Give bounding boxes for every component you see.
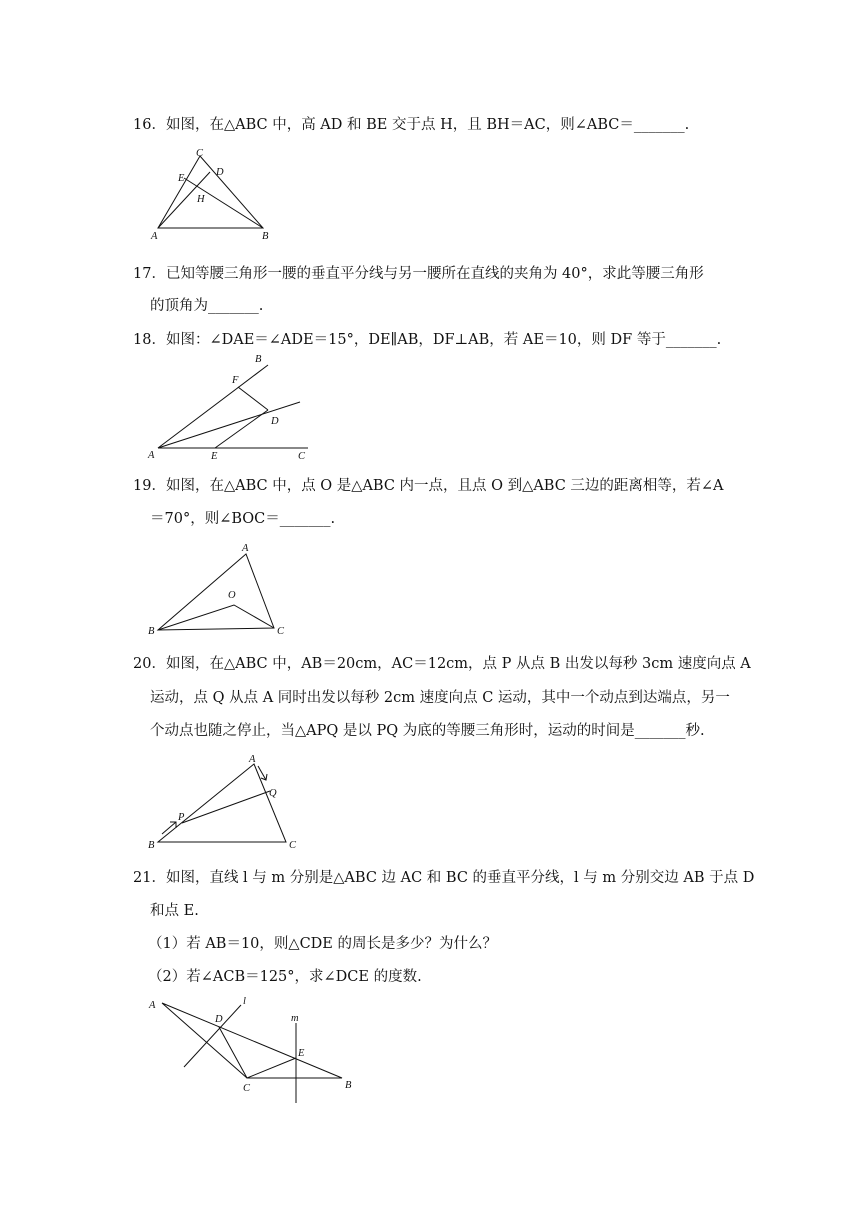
q18-segment-df (238, 387, 268, 410)
q19-figure (146, 540, 296, 640)
q21-segments-dc-ce (219, 1027, 296, 1078)
q21-sub-2: （2）若∠ACB＝125°，求∠DCE 的度数. (148, 969, 422, 985)
q19-triangle-abc (158, 554, 274, 630)
q20-line-1: 20．如图，在△ABC 中，AB＝20cm，AC＝12cm，点 P 从点 B 出发以每秒 3cm 速度向点 A (133, 656, 751, 672)
q16-label-e: E (178, 173, 185, 184)
q19-label-c: C (277, 626, 285, 637)
q16-label-h: H (197, 194, 205, 205)
q20-segment-pq (182, 791, 270, 823)
q18-label-b: B (255, 354, 262, 365)
q19-label-a: A (242, 543, 249, 554)
q18-segment-ed (215, 410, 268, 448)
q19-label-b: B (148, 626, 155, 637)
q20-label-a: A (249, 754, 256, 765)
q18-label-f: F (232, 375, 239, 386)
q21-label-a: A (149, 1000, 156, 1011)
q18-figure (148, 350, 318, 460)
q21-line-1: 21．如图，直线 l 与 m 分别是△ABC 边 AC 和 BC 的垂直平分线，l 与 m 分别交边 AB 于点 D (133, 870, 755, 886)
q20-figure (146, 752, 306, 852)
q19-segments-bo-oc (158, 605, 274, 630)
q20-label-q: Q (269, 788, 277, 799)
q16-label-c: C (196, 148, 204, 159)
q20-label-p: P (178, 812, 185, 823)
q18-label-c: C (298, 451, 306, 462)
q20-arrow-p (162, 822, 176, 834)
q21-line-l (184, 1005, 241, 1067)
q19-label-o: O (228, 590, 236, 601)
q19-line-2: ＝70°，则∠BOC＝_______. (150, 511, 336, 527)
q17-line-2: 的顶角为_______. (150, 298, 264, 314)
q18-label-d: D (271, 416, 279, 427)
q21-triangle-abc (162, 1003, 342, 1078)
q16-label-d: D (216, 167, 224, 178)
q16-altitude-be (184, 178, 263, 228)
q18-line-1: 18．如图：∠DAE＝∠ADE＝15°，DE∥AB，DF⊥AB，若 AE＝10，则 DF 等于_______. (133, 332, 722, 348)
q21-label-l: l (243, 996, 246, 1007)
q21-sub-1: （1）若 AB＝10，则△CDE 的周长是多少？为什么？ (148, 936, 497, 952)
q21-line-2: 和点 E. (150, 903, 199, 919)
q21-label-e: E (298, 1048, 305, 1059)
q21-label-c: C (243, 1083, 251, 1094)
q19-line-1: 19．如图，在△ABC 中，点 O 是△ABC 内一点，且点 O 到△ABC 三边的距离相等，若∠A (133, 478, 724, 494)
q20-line-2: 运动，点 Q 从点 A 同时出发以每秒 2cm 速度向点 C 运动，其中一个动点到达端点，另一 (150, 690, 730, 706)
q21-label-b: B (345, 1080, 352, 1091)
q16-line-1: 16．如图，在△ABC 中，高 AD 和 BE 交于点 H，且 BH＝AC，则∠ABC＝_______. (133, 117, 690, 133)
q16-figure (148, 148, 278, 243)
q18-label-e: E (211, 451, 218, 462)
q18-ray-ab (158, 365, 268, 448)
q20-label-c: C (289, 840, 297, 851)
q20-label-b: B (148, 840, 155, 851)
q16-label-a: A (151, 231, 158, 242)
q18-label-a: A (148, 450, 155, 461)
q16-triangle-abc (158, 156, 263, 228)
q21-label-d: D (215, 1014, 223, 1025)
q21-figure (146, 995, 366, 1107)
q20-line-3: 个动点也随之停止，当△APQ 是以 PQ 为底的等腰三角形时，运动的时间是_______秒. (150, 723, 705, 739)
q21-label-m: m (291, 1013, 299, 1024)
q16-label-b: B (262, 231, 269, 242)
q18-ray-ad (158, 402, 300, 448)
q17-line-1: 17．已知等腰三角形一腰的垂直平分线与另一腰所在直线的夹角为 40°，求此等腰三角形 (133, 266, 704, 282)
